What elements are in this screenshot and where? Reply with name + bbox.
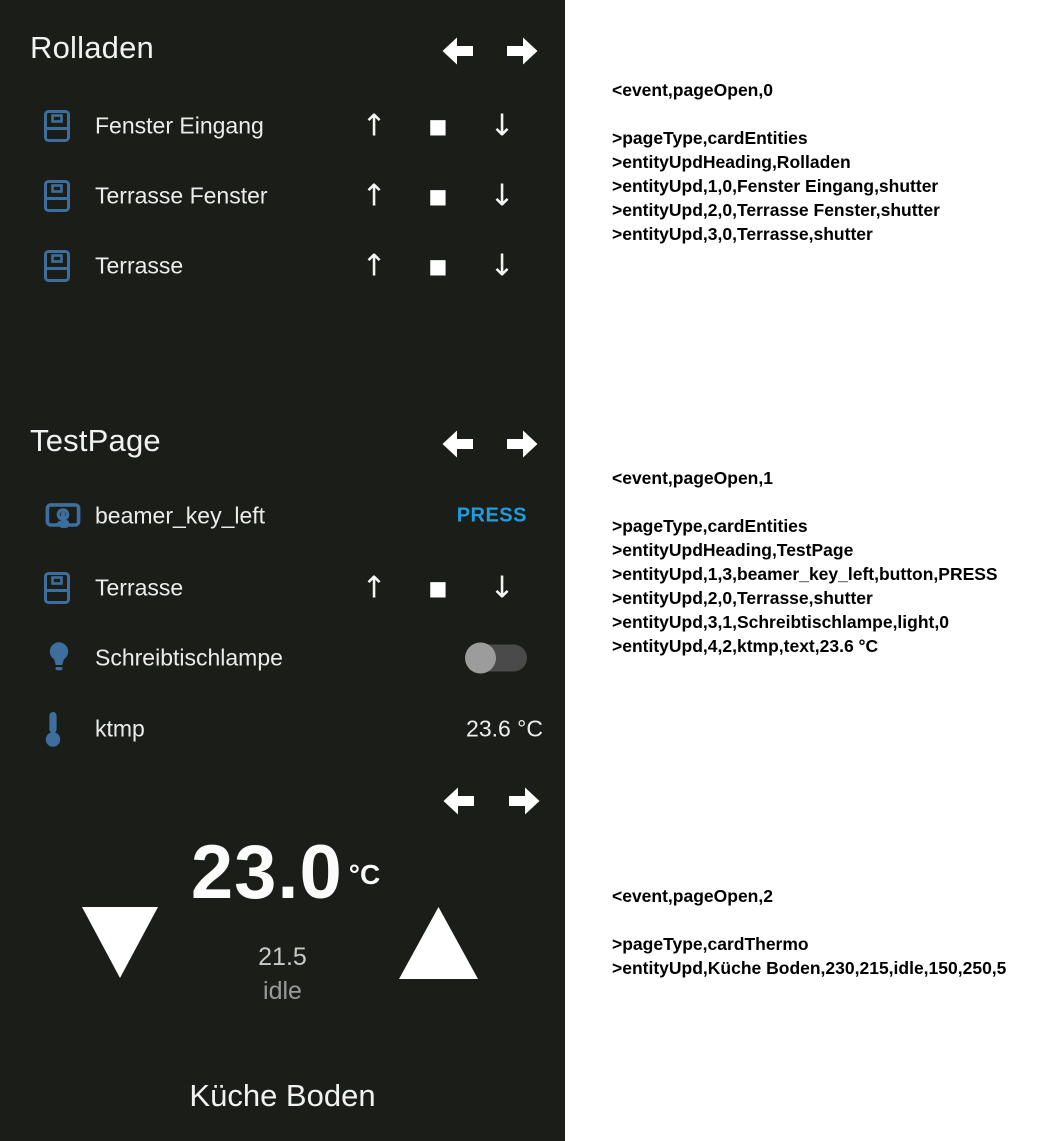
log-line: <event,pageOpen,0 — [612, 80, 773, 100]
log-line: >entityUpd,1,3,beamer_key_left,button,PRESS — [612, 564, 998, 584]
log-line: <event,pageOpen,1 — [612, 468, 773, 488]
page-title: TestPage — [30, 423, 161, 458]
shutter-up-button[interactable]: ↑ — [361, 108, 387, 144]
log-line: >entityUpdHeading,Rolladen — [612, 152, 851, 172]
log-block-page0 — [612, 78, 940, 246]
tap-button-icon — [44, 498, 82, 534]
log-line: >pageType,cardEntities — [612, 516, 808, 536]
shutter-up-button[interactable]: ↑ — [361, 570, 387, 606]
entity-label: Schreibtischlampe — [95, 644, 283, 671]
setpoint-temperature: 21.5 — [258, 943, 307, 971]
light-bulb-icon — [44, 640, 74, 676]
log-blank-line — [612, 908, 1006, 932]
thermometer-icon — [44, 710, 62, 748]
shutter-stop-button[interactable]: ■ — [428, 254, 448, 278]
log-line: >entityUpdHeading,TestPage — [612, 540, 854, 560]
entity-label: Terrasse — [95, 252, 184, 279]
entity-row-schreibtischlampe — [0, 623, 565, 693]
log-line: >entityUpd,3,1,Schreibtischlampe,light,0 — [612, 612, 949, 632]
log-blank-line — [612, 490, 998, 514]
log-line: >entityUpd,2,0,Terrasse Fenster,shutter — [612, 200, 940, 220]
log-block-page1 — [612, 466, 998, 658]
entity-label: Terrasse — [95, 574, 184, 601]
shutter-icon — [44, 572, 70, 604]
shutter-up-button[interactable]: ↑ — [361, 178, 387, 214]
toggle-knob — [465, 643, 496, 674]
log-line: <event,pageOpen,2 — [612, 886, 773, 906]
shutter-icon — [44, 250, 70, 282]
log-line: >entityUpd,3,0,Terrasse,shutter — [612, 224, 873, 244]
log-line: >entityUpd,1,0,Fenster Eingang,shutter — [612, 176, 939, 196]
entity-row-ktmp — [0, 694, 565, 764]
entity-label: ktmp — [95, 715, 145, 742]
shutter-stop-button[interactable]: ■ — [428, 114, 448, 138]
prev-page-icon[interactable] — [440, 33, 476, 69]
log-blank-line — [612, 102, 940, 126]
entity-row-fenster-eingang — [0, 91, 565, 161]
light-toggle-switch[interactable] — [467, 645, 527, 672]
log-line: >pageType,cardThermo — [612, 934, 809, 954]
prev-page-icon[interactable] — [441, 783, 477, 819]
shutter-stop-button[interactable]: ■ — [428, 184, 448, 208]
log-line: >entityUpd,Küche Boden,230,215,idle,150,250,5 — [612, 958, 1007, 978]
entity-row-terrasse-fenster — [0, 161, 565, 231]
entity-label: Terrasse Fenster — [95, 182, 268, 209]
entity-label: Fenster Eingang — [95, 112, 264, 139]
entity-row-terrasse — [0, 231, 565, 301]
current-temperature-value: 23.0 — [190, 830, 343, 915]
shutter-icon — [44, 110, 70, 142]
log-line: >entityUpd,4,2,ktmp,text,23.6 °C — [612, 636, 879, 656]
hvac-state: idle — [263, 977, 302, 1005]
temperature-unit: °C — [348, 859, 381, 890]
shutter-down-button[interactable]: ↓ — [489, 248, 515, 284]
entity-label: beamer_key_left — [95, 502, 266, 529]
page-title: Rolladen — [30, 30, 154, 65]
shutter-down-button[interactable]: ↓ — [489, 108, 515, 144]
log-line: >pageType,cardEntities — [612, 128, 808, 148]
prev-page-icon[interactable] — [440, 426, 476, 462]
temperature-value: 23.6 °C — [466, 715, 543, 742]
shutter-icon — [44, 180, 70, 212]
press-button[interactable]: PRESS — [456, 504, 527, 527]
next-page-icon[interactable] — [504, 33, 540, 69]
shutter-up-button[interactable]: ↑ — [361, 248, 387, 284]
log-block-page2 — [612, 884, 1006, 980]
next-page-icon[interactable] — [506, 783, 542, 819]
entity-row-terrasse — [0, 553, 565, 623]
entity-row-beamer-key-left — [0, 481, 565, 551]
next-page-icon[interactable] — [504, 426, 540, 462]
shutter-down-button[interactable]: ↓ — [489, 570, 515, 606]
shutter-stop-button[interactable]: ■ — [428, 576, 448, 600]
shutter-down-button[interactable]: ↓ — [489, 178, 515, 214]
log-line: >entityUpd,2,0,Terrasse,shutter — [612, 588, 873, 608]
current-temperature — [0, 830, 565, 915]
thermostat-name: Küche Boden — [189, 1078, 376, 1113]
